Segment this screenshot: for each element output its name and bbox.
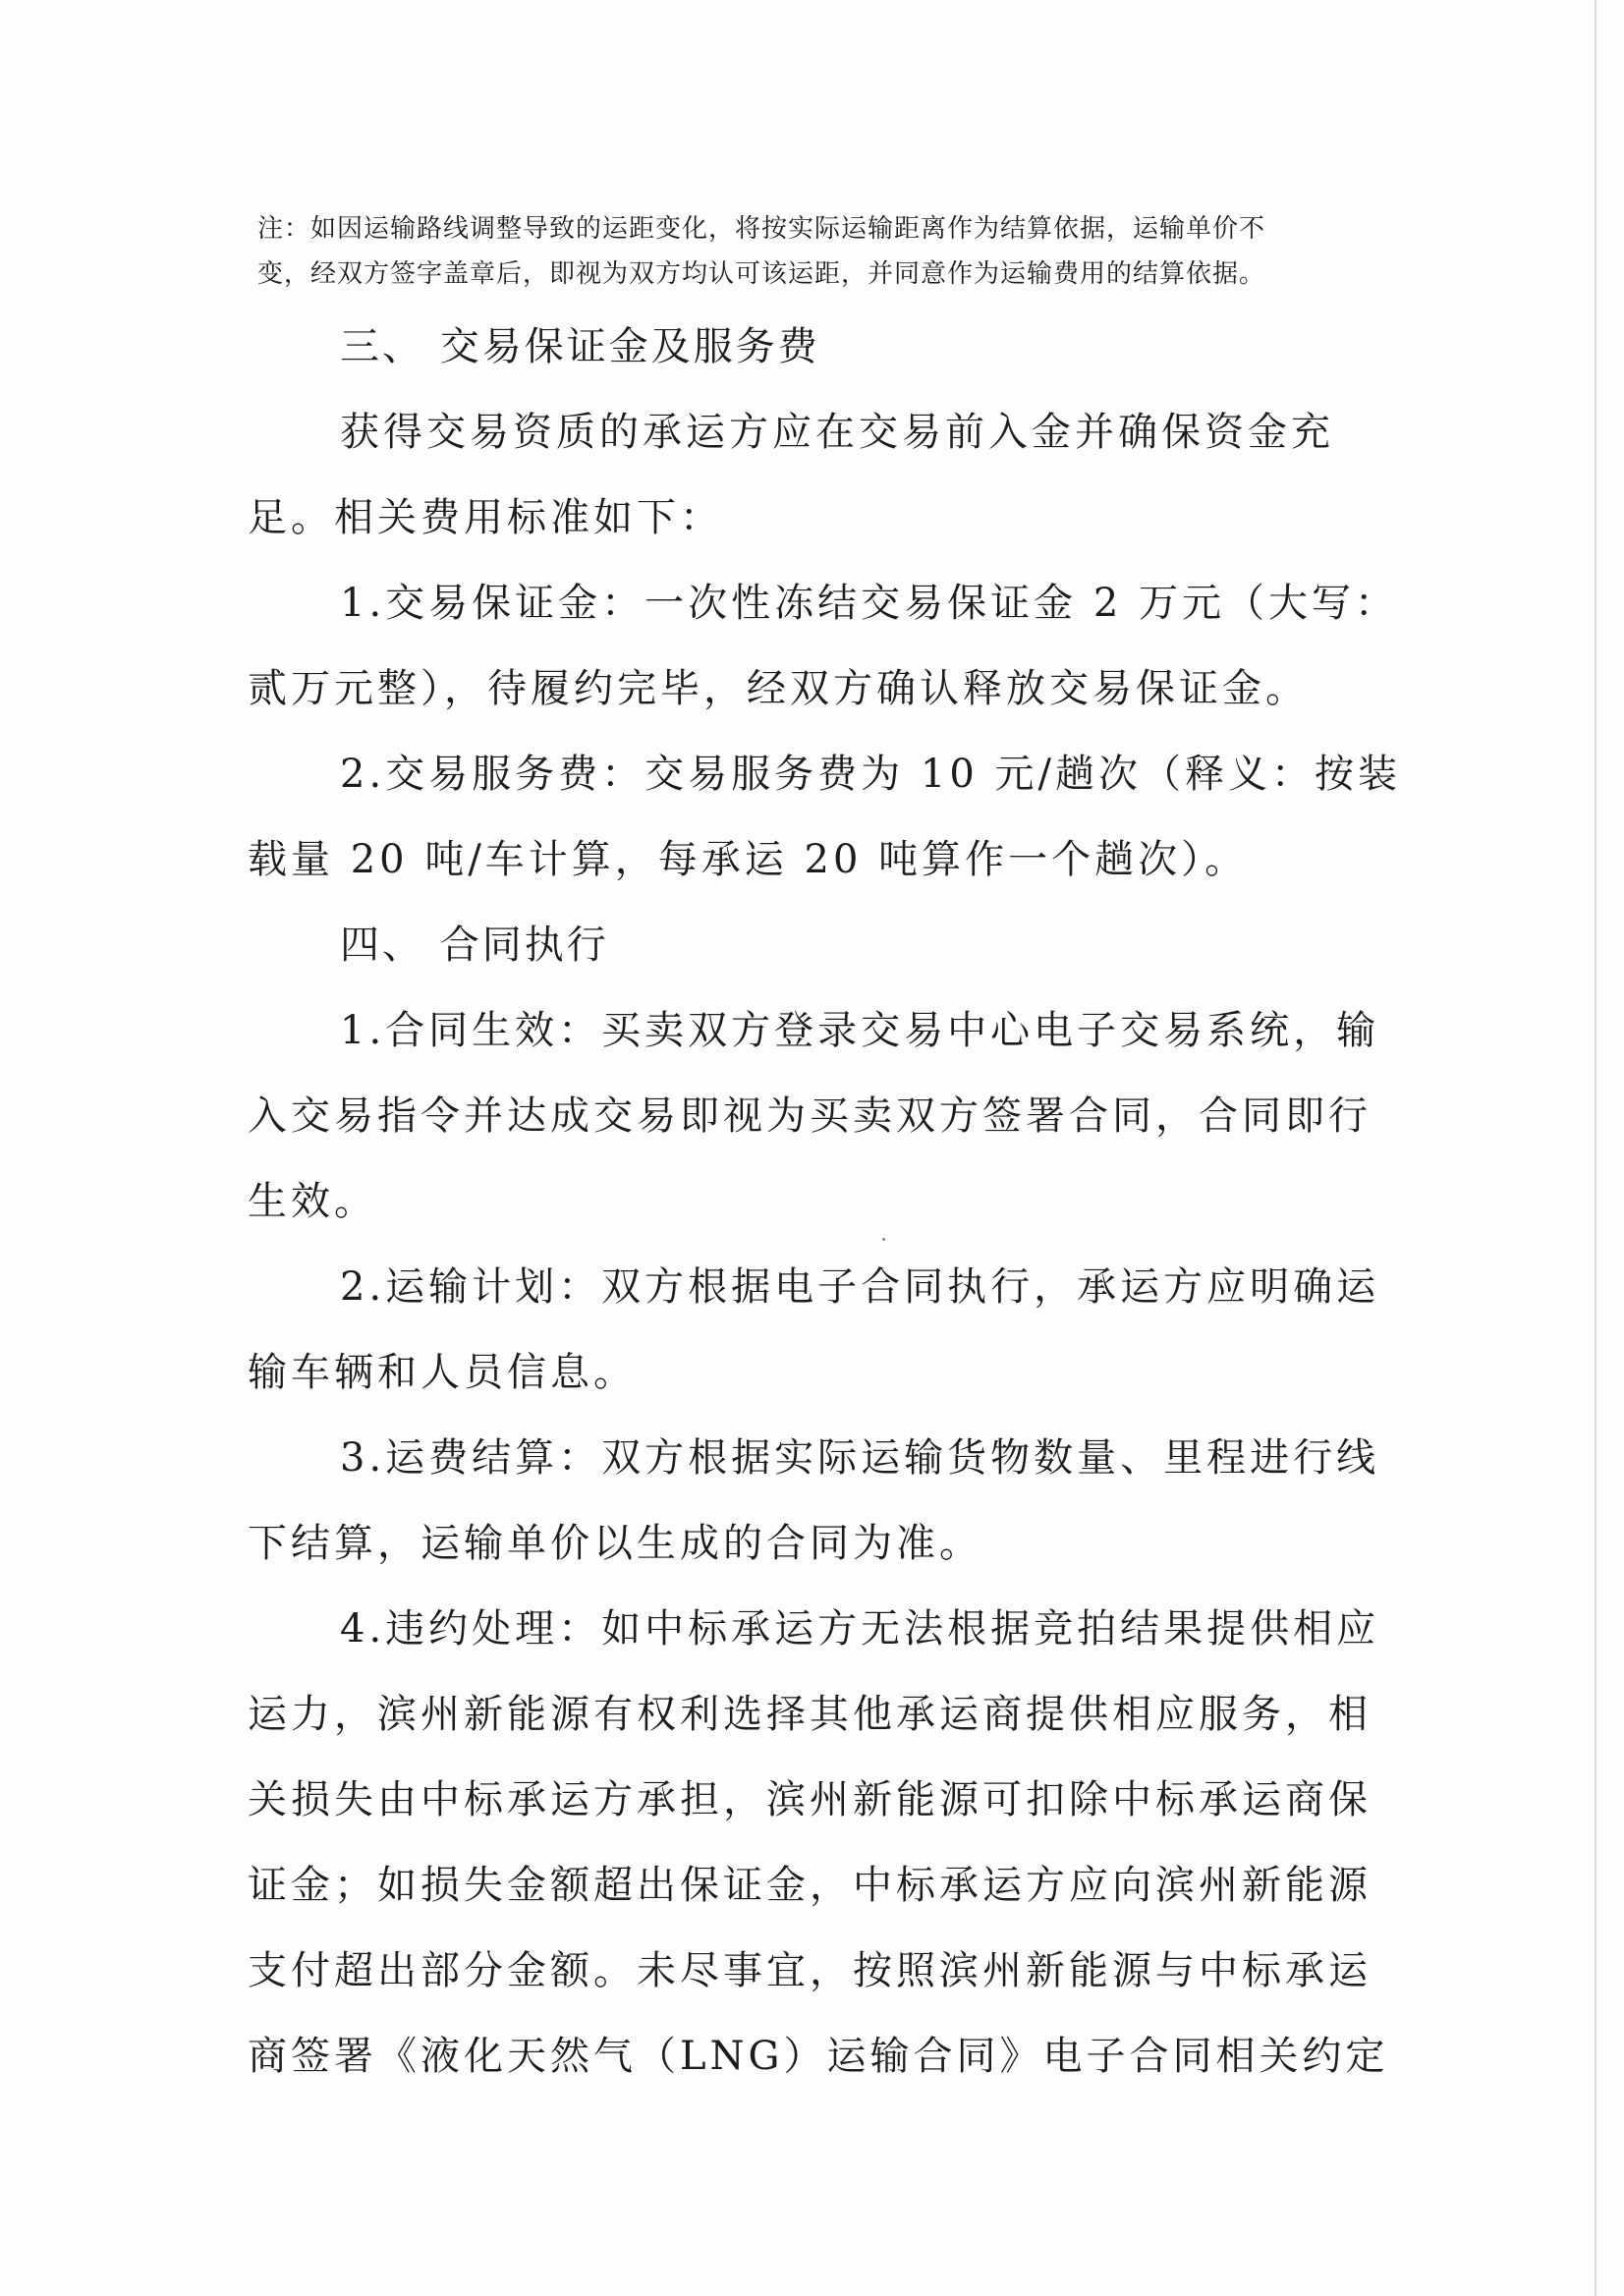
section-4-item-4-line-2: 运力，滨州新能源有权利选择其他承运商提供相应服务，相 [248, 1692, 1372, 1737]
scan-edge-line [1595, 0, 1596, 2296]
section-4-item-1-line-2: 入交易指令并达成交易即视为买卖双方签署合同，合同即行 [248, 1093, 1372, 1139]
section-3-item-1-line-2: 贰万元整），待履约完毕，经双方确认释放交易保证金。 [248, 666, 1309, 711]
section-3-item-2-line-2: 载量 20 吨/车计算，每承运 20 吨算作一个趟次）。 [248, 837, 1249, 882]
section-4-item-4-line-6: 商签署《液化天然气（LNG）运输合同》电子合同相关约定 [248, 2034, 1389, 2079]
section-4-item-3-line-2: 下结算，运输单价以生成的合同为准。 [248, 1521, 982, 1566]
note-line-2: 变，经双方签字盖章后，即视为双方均认可该运距，并同意作为运输费用的结算依据。 [257, 259, 1266, 289]
section-4-item-2-line-1: 2.运输计划：双方根据电子合同执行，承运方应明确运 [340, 1264, 1380, 1310]
section-4-item-4-line-5: 支付超出部分金额。未尽事宜，按照滨州新能源与中标承运 [248, 1948, 1372, 1993]
section-4-item-1-line-1: 1.合同生效：买卖双方登录交易中心电子交易系统，输 [340, 1008, 1380, 1053]
transport-distance-note [257, 206, 1397, 297]
section-4-item-1-line-3: 生效。 [248, 1179, 377, 1224]
section-4-heading: 四、 合同执行 [340, 923, 609, 968]
section-4-item-4-line-3: 关损失由中标承运方承担，滨州新能源可扣除中标承运商保 [248, 1777, 1372, 1822]
section-3-intro-line-1: 获得交易资质的承运方应在交易前入金并确保资金充 [340, 410, 1334, 455]
section-4-item-4-line-4: 证金；如损失金额超出保证金，中标承运方应向滨州新能源 [248, 1863, 1372, 1908]
scan-speck [882, 1238, 885, 1241]
document-body [248, 305, 1401, 2100]
section-3-heading: 三、 交易保证金及服务费 [340, 324, 820, 369]
section-3-item-2-line-1: 2.交易服务费：交易服务费为 10 元/趟次（释义：按装 [340, 752, 1401, 797]
note-line-1: 注：如因运输路线调整导致的运距变化，将按实际运输距离作为结算依据，运输单价不 [257, 214, 1266, 244]
section-3-item-1-line-1: 1.交易保证金：一次性冻结交易保证金 2 万元（大写： [340, 581, 1399, 626]
section-4-item-2-line-2: 输车辆和人员信息。 [248, 1350, 637, 1395]
section-3-intro-line-2: 足。相关费用标准如下： [248, 495, 723, 540]
section-4-item-4-line-1: 4.违约处理：如中标承运方无法根据竞拍结果提供相应 [340, 1606, 1380, 1652]
section-4-item-3-line-1: 3.运费结算：双方根据实际运输货物数量、里程进行线 [340, 1435, 1380, 1481]
